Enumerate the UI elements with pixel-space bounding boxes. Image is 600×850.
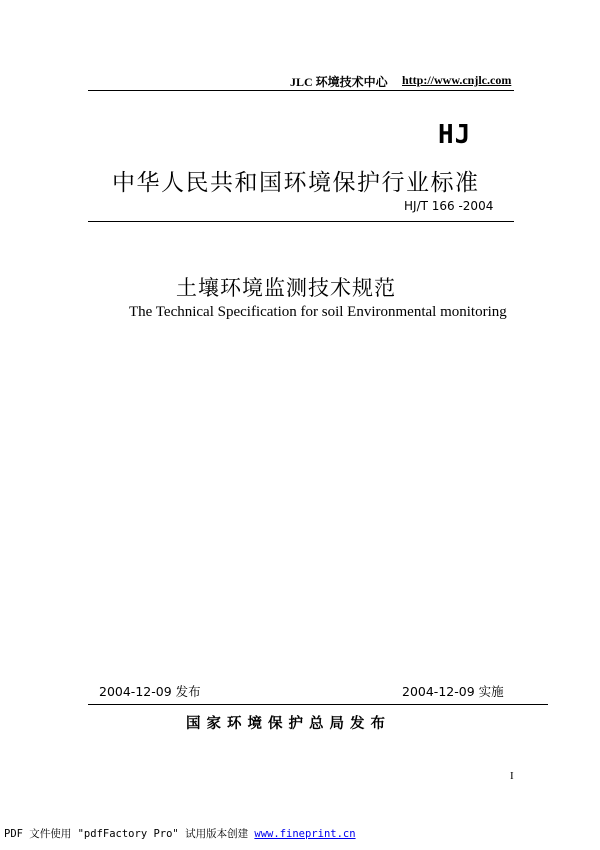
title-divider bbox=[88, 221, 514, 222]
fineprint-link[interactable]: www.fineprint.cn bbox=[254, 828, 356, 840]
header-organization: JLC 环境技术中心 bbox=[290, 75, 388, 89]
pdf-banner-text: PDF 文件使用 "pdfFactory Pro" 试用版本创建 bbox=[4, 828, 255, 840]
standard-mark: HJ bbox=[438, 120, 472, 150]
page-number: I bbox=[510, 770, 514, 782]
standard-code: HJ/T 166 -2004 bbox=[404, 199, 494, 213]
issue-date: 2004-12-09 发布 bbox=[99, 684, 201, 699]
publisher: 国家环境保护总局发布 bbox=[186, 716, 391, 732]
header-website-link[interactable]: http://www.cnjlc.com bbox=[402, 73, 512, 87]
implementation-date: 2004-12-09 实施 bbox=[402, 684, 504, 699]
header-divider bbox=[88, 90, 514, 91]
document-title-english: The Technical Specification for soil Environmental monitoring bbox=[129, 304, 507, 320]
footer-divider bbox=[88, 704, 548, 705]
document-title-chinese: 土壤环境监测技术规范 bbox=[176, 276, 396, 300]
pdf-creator-banner bbox=[4, 826, 356, 841]
standard-issuing-body: 中华人民共和国环境保护行业标准 bbox=[112, 170, 480, 196]
